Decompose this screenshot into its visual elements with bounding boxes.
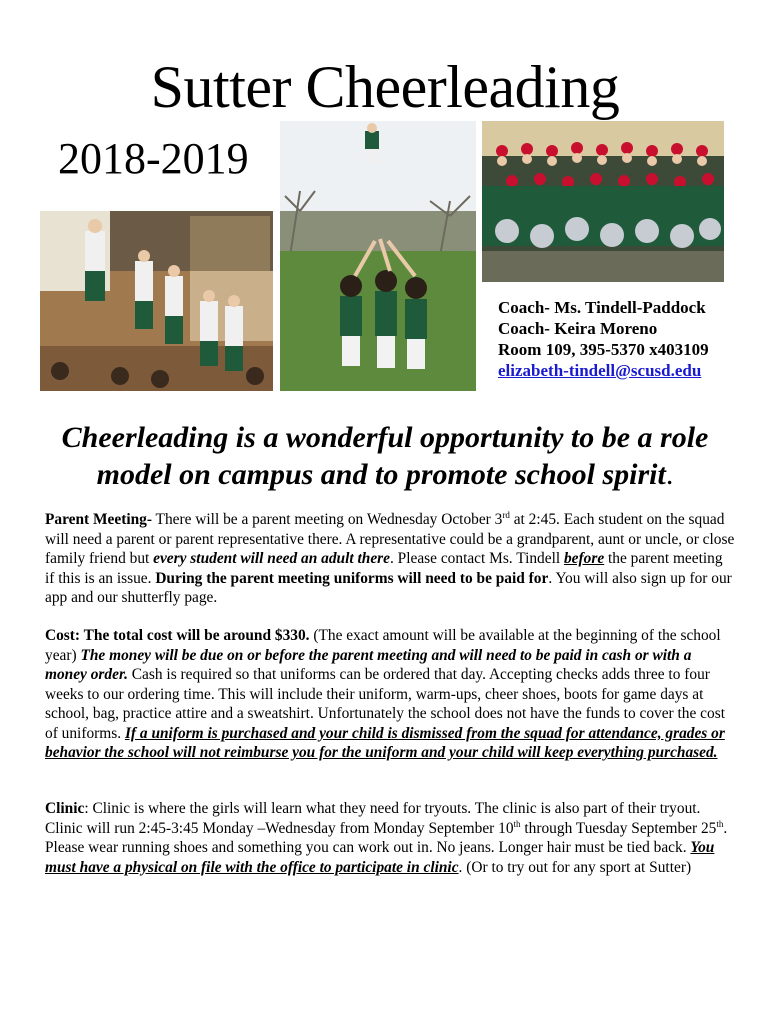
headline-line-2: model on campus and to promote school spirit <box>96 458 666 491</box>
team-holiday-photo <box>482 121 724 282</box>
cost-label: Cost: The total cost will be around $330. <box>45 627 310 644</box>
text: at 2:45. Each student on the squad will need a parent or parent representative there. A representative could be a grandparent, aunt or uncle, or close family friend but <box>45 511 735 567</box>
text: Cash is required so that uniforms can be ordered that day. Accepting checks adds three to four weeks to our ordering time. This will include their uniform, warm-ups, cheer shoes, boots for game days at school, bag, practice attire and a sweatshirt. Unfortunately the school does not have the funds to cover the cost of uniforms. <box>45 666 725 742</box>
emphasis: During the parent meeting uniforms will need to be paid for <box>155 569 549 587</box>
emphasis: The money will be due on or before the parent meeting and will need to be paid in cash or with a money order. <box>45 646 692 683</box>
clinic-label: Clinic <box>45 800 85 817</box>
text: (The exact amount will be available at the beginning of the school year) <box>45 627 721 664</box>
superscript: rd <box>502 509 510 520</box>
outdoor-stunt-photo <box>280 121 476 391</box>
emphasis: If a uniform is purchased and your child is dismissed from the squad for attendance, grades or behavior the school will not reimburse you for the uniform and your child will keep everything purchased. <box>45 724 725 761</box>
text: through Tuesday September 25 <box>520 819 717 837</box>
coach-1: Coach- Ms. Tindell-Paddock <box>498 298 706 317</box>
headline-line-1: Cheerleading is a wonderful opportunity to be a role <box>61 421 709 454</box>
text: the parent meeting if this is an issue. <box>45 550 723 587</box>
text: . (Or to try out for any sport at Sutter) <box>458 858 692 876</box>
emphasis: You must have a physical on file with the office to participate in clinic <box>45 839 715 876</box>
superscript: th <box>716 818 724 829</box>
text: . Please wear running shoes and something you can work out in. No jeans. Longer hair must be tied back. <box>45 819 728 856</box>
text: . You will also sign up for our app and our shutterfly page. <box>45 569 732 606</box>
emphasis: before <box>563 550 605 567</box>
coach-email-link[interactable]: elizabeth-tindell@scusd.edu <box>498 361 702 380</box>
superscript: th <box>513 818 521 829</box>
text: : Clinic is where the girls will learn what they need for tryouts. The clinic is also part of their tryout. Clinic will run 2:45-3:45 Monday –Wednesday from Monday September 10 <box>45 800 701 837</box>
text: . Please contact Ms. Tindell <box>389 550 564 567</box>
room-phone: Room 109, 395-5370 x403109 <box>498 340 709 359</box>
page-title: Sutter Cheerleading <box>150 54 620 120</box>
parent-meeting-label: Parent Meeting- <box>45 511 152 528</box>
coach-contact-block <box>498 297 709 381</box>
headline-period: . <box>665 458 674 491</box>
season-year: 2018-2019 <box>58 134 249 183</box>
parent-meeting-paragraph <box>45 510 735 608</box>
emphasis: every student will need an adult there <box>153 550 390 567</box>
text: There will be a parent meeting on Wednesday October 3 <box>151 511 503 528</box>
headline <box>0 419 770 493</box>
clinic-paragraph <box>45 799 735 877</box>
coach-2: Coach- Keira Moreno <box>498 319 658 338</box>
gym-stunt-photo <box>40 211 273 391</box>
cost-paragraph <box>45 626 735 763</box>
